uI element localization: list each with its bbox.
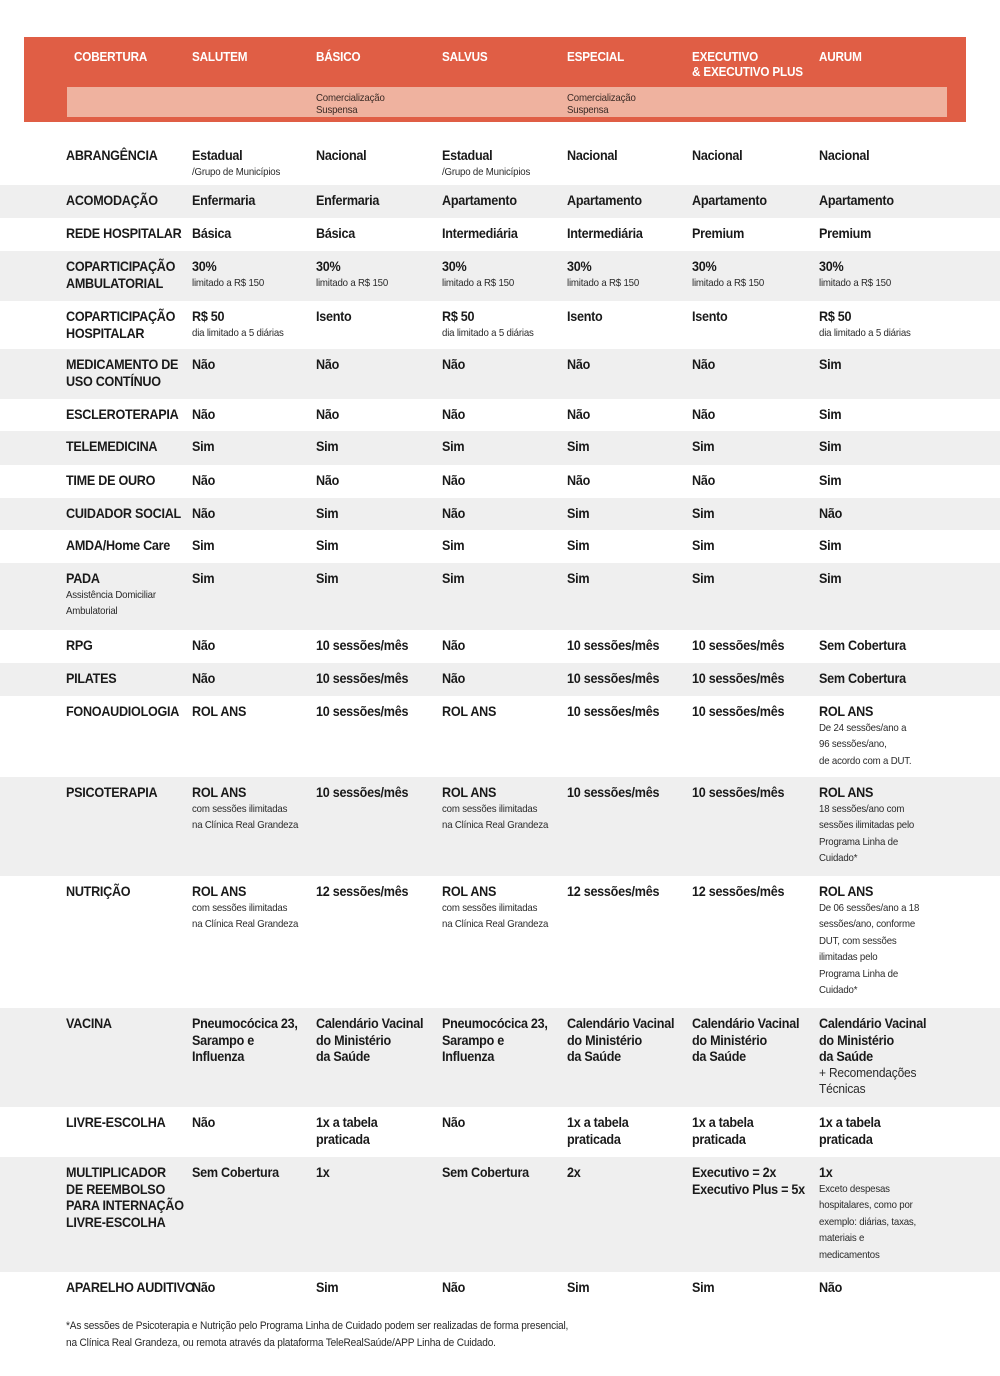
row-label-text: MEDICAMENTO DE USO CONTÍNUO (66, 356, 179, 389)
row-label-subtext: Assistência Domiciliar Ambulatorial (66, 588, 156, 617)
cell-note: limitado a R$ 150 (819, 276, 892, 289)
cell-value: Não (316, 472, 340, 488)
cell-value: ROL ANS (819, 784, 874, 800)
table-row (0, 663, 1000, 696)
table-cell (819, 472, 969, 489)
table-cell (819, 147, 969, 164)
cell-value: Sim (819, 570, 842, 586)
cell-value: Não (567, 406, 591, 422)
row-label-text: PSICOTERAPIA (66, 784, 158, 800)
cell-value: Nacional (316, 147, 367, 163)
header-col-2: BÁSICO (316, 49, 361, 64)
cell-value: 10 sessões/mês (567, 670, 660, 686)
table-row (0, 218, 1000, 251)
cell-value: Sim (316, 438, 339, 454)
cell-note: + Recomendações Técnicas (819, 1064, 917, 1096)
cell-value: Básica (192, 225, 232, 241)
cell-note: limitado a R$ 150 (316, 276, 389, 289)
cell-value: Sem Cobertura (819, 637, 906, 653)
cell-value: ROL ANS (192, 784, 247, 800)
cell-value: Sim (819, 438, 842, 454)
cell-value: 10 sessões/mês (316, 637, 409, 653)
cell-value: R$ 50 (819, 308, 852, 324)
cell-value: Não (567, 472, 591, 488)
table-cell (819, 505, 969, 522)
cell-value: Não (442, 637, 466, 653)
header-col-1: SALUTEM (192, 49, 248, 64)
cell-value: Pneumocócica 23, Sarampo e Influenza (192, 1015, 298, 1064)
cell-value: 30% (442, 258, 467, 274)
cell-value: Apartamento (819, 192, 894, 208)
cell-note: com sessões ilimitadas na Clínica Real Grandeza (192, 901, 299, 930)
cell-value: Não (442, 1114, 466, 1130)
cell-value: Sim (819, 406, 842, 422)
cell-note: limitado a R$ 150 (692, 276, 765, 289)
table-cell (819, 570, 969, 587)
cell-note: Exceto despesas hospitalares, como por exemplo: diárias, taxas, materiais e medicamentos (819, 1182, 917, 1261)
cell-value: ROL ANS (442, 703, 497, 719)
row-label-text: TELEMEDICINA (66, 438, 158, 454)
cell-value: Executivo = 2x Executivo Plus = 5x (692, 1164, 805, 1197)
cell-value: Não (192, 472, 216, 488)
cell-value: Intermediária (567, 225, 643, 241)
cell-value: Calendário Vacinal do Ministério da Saúde (819, 1015, 927, 1064)
cell-value: Sim (442, 537, 465, 553)
cell-value: ROL ANS (192, 883, 247, 899)
cell-value: Sem Cobertura (442, 1164, 529, 1180)
table-row (0, 696, 1000, 777)
table-cell (819, 1279, 969, 1296)
row-label-text: PADA (66, 570, 100, 586)
cell-value: Sim (316, 1279, 339, 1295)
cell-value: ROL ANS (819, 883, 874, 899)
cell-value: 12 sessões/mês (316, 883, 409, 899)
cell-value: Não (442, 356, 466, 372)
cell-value: Sim (567, 438, 590, 454)
cell-value: Sim (316, 505, 339, 521)
header-note-4: Comercialização Suspensa (567, 92, 636, 116)
cell-value: Calendário Vacinal do Ministério da Saúde (692, 1015, 800, 1064)
cell-value: 10 sessões/mês (567, 637, 660, 653)
table-header (24, 37, 966, 122)
table-cell (819, 438, 969, 455)
cell-value: Não (192, 670, 216, 686)
cell-value: Não (316, 356, 340, 372)
cell-value: Estadual (192, 147, 243, 163)
header-col-6: AURUM (819, 49, 862, 64)
cell-value: Não (692, 356, 716, 372)
cell-value: Sim (692, 570, 715, 586)
table-cell (819, 258, 969, 291)
cell-value: Isento (567, 308, 603, 324)
cell-value: 12 sessões/mês (567, 883, 660, 899)
row-label-text: AMDA/Home Care (66, 537, 171, 553)
cell-value: Enfermaria (192, 192, 256, 208)
table-cell (819, 703, 969, 769)
row-label-text: ESCLEROTERAPIA (66, 406, 179, 422)
cell-value: Sim (316, 537, 339, 553)
cell-value: Sim (819, 356, 842, 372)
cell-value: 30% (316, 258, 341, 274)
cell-value: Sim (567, 1279, 590, 1295)
cell-value: Sim (819, 472, 842, 488)
cell-value: Sem Cobertura (819, 670, 906, 686)
cell-value: Premium (819, 225, 872, 241)
cell-value: 30% (567, 258, 592, 274)
cell-value: Sim (692, 537, 715, 553)
cell-value: 10 sessões/mês (692, 703, 785, 719)
cell-value: Sim (819, 537, 842, 553)
cell-value: Sim (692, 505, 715, 521)
table-row (0, 140, 1000, 185)
cell-note: De 06 sessões/ano a 18 sessões/ano, conforme DUT, com sessões ilimitadas pelo Programa Linha de Cuidado* (819, 901, 920, 996)
cell-note: limitado a R$ 150 (192, 276, 265, 289)
table-cell (819, 637, 969, 654)
cell-value: Sim (692, 1279, 715, 1295)
row-label-text: FONOAUDIOLOGIA (66, 703, 180, 719)
cell-value: 30% (192, 258, 217, 274)
cell-value: Não (192, 637, 216, 653)
table-cell (819, 784, 969, 867)
cell-note: dia limitado a 5 diárias (442, 326, 534, 339)
cell-value: 1x (316, 1164, 330, 1180)
cell-value: Sim (692, 438, 715, 454)
table-row (0, 563, 1000, 630)
cell-note: /Grupo de Municípios (192, 165, 281, 178)
table-row (0, 465, 1000, 498)
table-cell (819, 883, 969, 999)
cell-value: Premium (692, 225, 745, 241)
table-cell (819, 537, 969, 554)
row-label-text: TIME DE OURO (66, 472, 156, 488)
cell-value: Apartamento (692, 192, 767, 208)
cell-value: Calendário Vacinal do Ministério da Saúde (316, 1015, 424, 1064)
cell-value: 10 sessões/mês (692, 670, 785, 686)
cell-note: limitado a R$ 150 (442, 276, 515, 289)
cell-value: 10 sessões/mês (316, 703, 409, 719)
table-row (0, 530, 1000, 563)
header-col-3: SALVUS (442, 49, 488, 64)
cell-value: Calendário Vacinal do Ministério da Saúde (567, 1015, 675, 1064)
cell-value: 10 sessões/mês (567, 703, 660, 719)
cell-value: Não (692, 472, 716, 488)
cell-value: Não (442, 406, 466, 422)
row-label-text: REDE HOSPITALAR (66, 225, 182, 241)
cell-value: 1x a tabela praticada (316, 1114, 378, 1147)
row-label-text: LIVRE-ESCOLHA (66, 1114, 166, 1130)
cell-value: ROL ANS (442, 883, 497, 899)
row-label-text: ACOMODAÇÃO (66, 192, 158, 208)
footnote: *As sessões de Psicoterapia e Nutrição pelo Programa Linha de Cuidado podem ser realizadas de forma presencial, na Clínica Real Grandeza, ou remota através da plataforma TeleRealSaúde/APP Linha de Cuidado. (66, 1320, 569, 1349)
cell-value: Não (192, 356, 216, 372)
cell-note: limitado a R$ 150 (567, 276, 640, 289)
cell-note: /Grupo de Municípios (442, 165, 531, 178)
cell-value: 1x (819, 1164, 833, 1180)
table-row (0, 349, 1000, 399)
cell-value: 1x a tabela praticada (819, 1114, 881, 1147)
header-col-4: ESPECIAL (567, 49, 625, 64)
header-note-2: Comercialização Suspensa (316, 92, 385, 116)
cell-value: Não (442, 505, 466, 521)
cell-value: Sim (442, 438, 465, 454)
cell-value: 2x (567, 1164, 581, 1180)
cell-value: Não (692, 406, 716, 422)
table-row (0, 301, 1000, 349)
cell-value: Isento (692, 308, 728, 324)
cell-value: Sim (567, 537, 590, 553)
table-row (0, 1107, 1000, 1157)
cell-value: Intermediária (442, 225, 518, 241)
cell-value: Sim (567, 570, 590, 586)
cell-value: 10 sessões/mês (692, 784, 785, 800)
cell-value: 10 sessões/mês (692, 637, 785, 653)
cell-value: Sim (442, 570, 465, 586)
table-cell (819, 356, 969, 373)
cell-value: Não (442, 670, 466, 686)
cell-value: Sim (316, 570, 339, 586)
header-col-0: COBERTURA (74, 49, 148, 64)
cell-value: Nacional (692, 147, 743, 163)
table-row (0, 1008, 1000, 1107)
cell-value: Enfermaria (316, 192, 380, 208)
table-row (0, 630, 1000, 663)
table-cell (819, 406, 969, 423)
cell-value: Nacional (819, 147, 870, 163)
row-label-text: COPARTICIPAÇÃO AMBULATORIAL (66, 258, 176, 291)
table-row (0, 431, 1000, 465)
cell-value: Nacional (567, 147, 618, 163)
table-cell (819, 1164, 969, 1263)
cell-note: com sessões ilimitadas na Clínica Real Grandeza (192, 802, 299, 831)
cell-value: 10 sessões/mês (316, 784, 409, 800)
cell-note: com sessões ilimitadas na Clínica Real Grandeza (442, 901, 549, 930)
cell-note: De 24 sessões/ano a 96 sessões/ano, de acordo com a DUT. (819, 721, 912, 767)
table-row (0, 1272, 1000, 1312)
row-label-text: NUTRIÇÃO (66, 883, 131, 899)
cell-value: Sim (192, 570, 215, 586)
cell-value: Não (192, 505, 216, 521)
cell-value: Apartamento (567, 192, 642, 208)
table-row (0, 399, 1000, 431)
row-label-text: PILATES (66, 670, 117, 686)
cell-value: Sim (192, 537, 215, 553)
header-col-5: EXECUTIVO & EXECUTIVO PLUS (692, 49, 803, 79)
row-label-text: COPARTICIPAÇÃO HOSPITALAR (66, 308, 176, 341)
cell-note: com sessões ilimitadas na Clínica Real Grandeza (442, 802, 549, 831)
table-row (0, 777, 1000, 876)
table-row (0, 1157, 1000, 1272)
table-cell (819, 308, 969, 341)
cell-value: ROL ANS (819, 703, 874, 719)
table-row (0, 498, 1000, 530)
cell-value: Não (567, 356, 591, 372)
cell-value: Não (442, 472, 466, 488)
cell-value: Básica (316, 225, 356, 241)
header-note-band (67, 87, 947, 117)
cell-value: Não (192, 1114, 216, 1130)
cell-value: Não (819, 1279, 843, 1295)
cell-note: 18 sessões/ano com sessões ilimitadas pelo Programa Linha de Cuidado* (819, 802, 915, 864)
cell-value: 10 sessões/mês (316, 670, 409, 686)
cell-value: Apartamento (442, 192, 517, 208)
row-label-text: VACINA (66, 1015, 112, 1031)
cell-value: 30% (819, 258, 844, 274)
table-cell (819, 1114, 969, 1147)
cell-value: 12 sessões/mês (692, 883, 785, 899)
cell-value: Estadual (442, 147, 493, 163)
table-cell (819, 225, 969, 242)
cell-value: ROL ANS (192, 703, 247, 719)
cell-value: Não (316, 406, 340, 422)
cell-value: Sem Cobertura (192, 1164, 279, 1180)
cell-value: R$ 50 (192, 308, 225, 324)
cell-value: Sim (567, 505, 590, 521)
table-cell (819, 670, 969, 687)
row-label-text: ABRANGÊNCIA (66, 147, 158, 163)
cell-value: Pneumocócica 23, Sarampo e Influenza (442, 1015, 548, 1064)
row-label-text: RPG (66, 637, 93, 653)
table-row (0, 876, 1000, 1008)
cell-value: Não (192, 1279, 216, 1295)
table-row (0, 185, 1000, 218)
table-row (0, 251, 1000, 301)
cell-value: Não (442, 1279, 466, 1295)
row-label-text: APARELHO AUDITIVO (66, 1279, 195, 1295)
cell-value: ROL ANS (442, 784, 497, 800)
table-cell (819, 1015, 969, 1097)
table-cell (819, 192, 969, 209)
cell-value: 10 sessões/mês (567, 784, 660, 800)
cell-value: 1x a tabela praticada (692, 1114, 754, 1147)
cell-value: Isento (316, 308, 352, 324)
cell-value: 1x a tabela praticada (567, 1114, 629, 1147)
cell-value: 30% (692, 258, 717, 274)
cell-value: Não (192, 406, 216, 422)
cell-value: Não (819, 505, 843, 521)
row-label-text: CUIDADOR SOCIAL (66, 505, 181, 521)
cell-value: R$ 50 (442, 308, 475, 324)
cell-value: Sim (192, 438, 215, 454)
cell-note: dia limitado a 5 diárias (819, 326, 911, 339)
row-label-text: MULTIPLICADOR DE REEMBOLSO PARA INTERNAÇÃO LIVRE-ESCOLHA (66, 1164, 184, 1230)
cell-note: dia limitado a 5 diárias (192, 326, 284, 339)
